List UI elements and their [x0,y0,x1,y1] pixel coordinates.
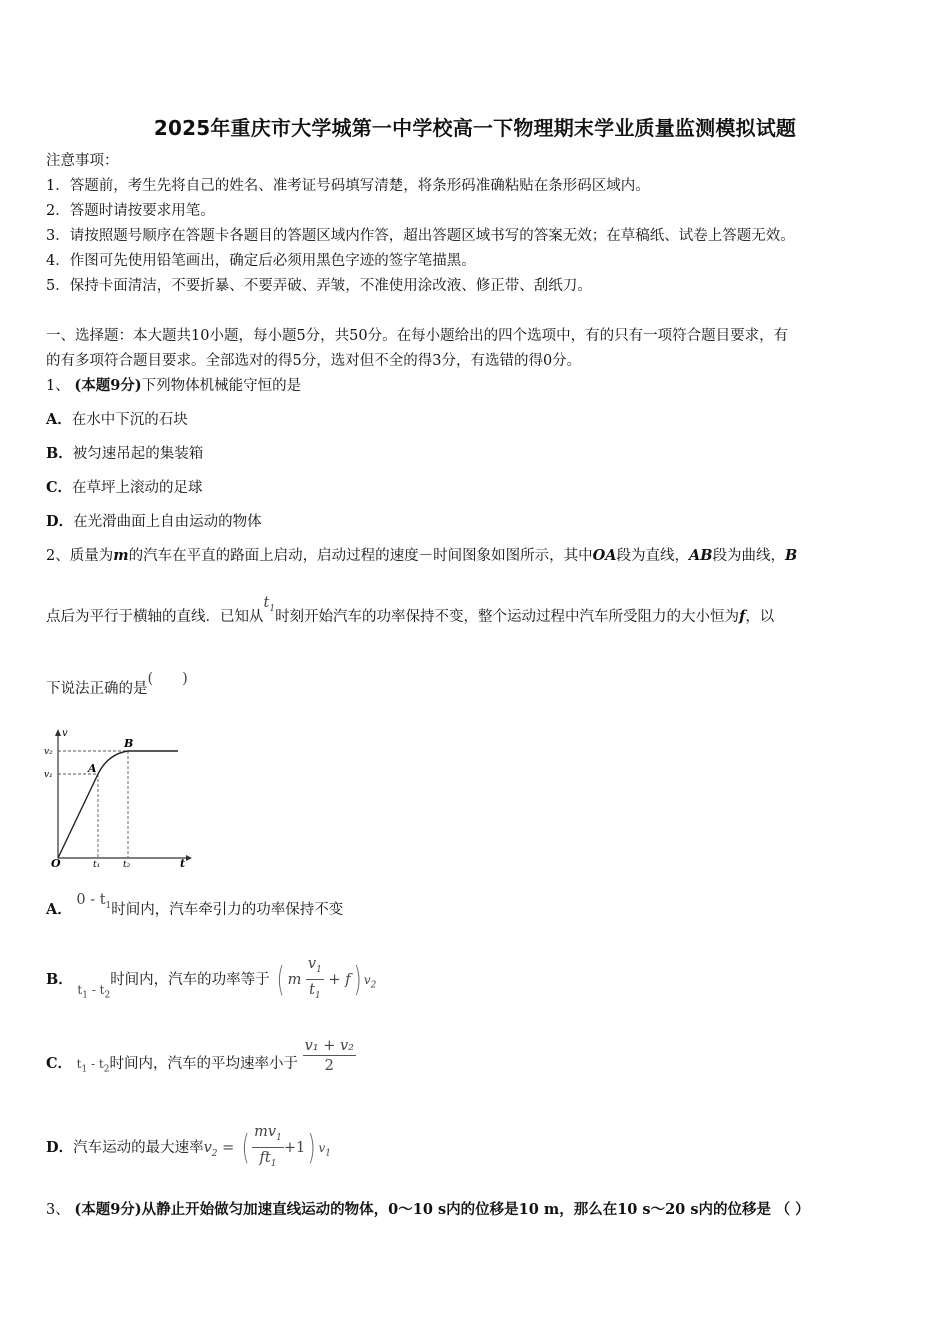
velocity-time-graph [44,726,194,868]
math-var: ft [259,1149,271,1166]
math-var: mv [254,1123,277,1140]
question-1-option-a[interactable] [46,410,188,430]
option-label: B． [46,445,73,462]
q2-text: 时刻开始汽车的功率保持不变，整个运动过程中汽车所受阻力的大小恒为 [275,609,740,625]
question-text: 下列物体机械能守恒的是 [141,378,302,394]
right-paren: ) [353,960,362,1000]
option-text: 在草坪上滚动的足球 [72,480,203,496]
option-text: 被匀速吊起的集装箱 [72,446,204,462]
segment-oa [58,774,98,858]
notice-item: 2．答题时请按要求用笔。 [46,203,215,219]
option-text: 在光滑曲面上自由运动的物体 [73,514,262,530]
option-text: 在水中下沉的石块 [71,412,188,428]
math-sub: 1 [316,964,322,975]
q2-text: 2、质量为 [46,548,114,564]
question-2-option-b[interactable] [46,950,376,1010]
q2-text: 的汽车在平直的路面上启动，启动过程的速度－时间图象如图所示，其中 [128,548,593,564]
label-b: B [124,737,134,750]
math-sub: 1 [269,603,276,614]
label-t2: t₂ [123,860,131,868]
section-intro-line1: 一、选择题：本大题共10小题，每小题5分，共50分。在每小题给出的四个选项中，有的只有一项符合题目要求，有 [46,328,789,344]
section-intro-line2: 的有多项符合题目要求。全部选对的得5分，选对但不全的得3分，有选错的得0分。 [46,353,582,369]
option-label: A． [46,901,72,918]
curve-ab [98,751,128,774]
notice-item: 3．请按照题号顺序在答题卡各题目的答题区域内作答，超出答题区域书写的答案无效；在草稿纸、试卷上答题无效。 [46,228,795,244]
math-sub: 1 [81,1064,88,1075]
option-label: C． [46,479,73,496]
q2-text: 段为曲线， [712,548,785,564]
fraction-numerator [252,1123,284,1148]
q2-text: 下说法正确的是 [46,681,148,697]
q2-var-m: m [113,547,129,564]
v-axis-arrow [55,729,61,736]
fraction-mv1-over-ft1 [252,1123,284,1174]
math-sub: 1 [105,900,112,911]
math-dash: - [87,983,100,997]
math-var: v [363,973,371,987]
option-label: D． [46,513,74,530]
left-paren: ( [276,960,285,1000]
question-1-option-d[interactable] [46,512,262,532]
question-2-option-c[interactable] [46,1034,356,1094]
label-v: v [62,728,68,739]
math-sub: 1 [314,990,321,1001]
notice-heading: 注意事项： [46,153,119,169]
notice-item: 1．答题前，考生先将自己的姓名、准考证号码填写清楚，将条形码准确粘贴在条形码区域内。 [46,178,650,194]
q2-var-f: f [739,608,746,625]
answer-parentheses: ( ) [147,671,188,687]
math-sub: 1 [270,1158,277,1169]
question-1-option-b[interactable] [46,444,203,464]
question-3-stem [46,1200,810,1220]
page-title: 2025年重庆市大学城第一中学校高一下物理期末学业质量监测模拟试题 [153,116,797,140]
math-sub: 2 [211,1148,218,1159]
math-v1 [318,1141,331,1159]
math-var: v [307,955,317,972]
fraction-average-velocity [303,1037,356,1076]
option-text: 时间内，汽车的平均速率小于 [109,1056,298,1072]
math-var: t [309,981,315,998]
option-a-math [76,892,112,911]
math-sub: 2 [370,980,377,991]
question-text: 从静止开始做匀加速直线运动的物体，0～10 s内的位移是10 m，那么在10 s～20 s内的位移是 [141,1201,771,1218]
question-1-option-c[interactable] [46,478,203,498]
right-paren: ) [307,1128,316,1168]
left-paren: ( [241,1128,250,1168]
notice-item: 4．作图可先使用铅笔画出，确定后必须用黑色字迹的签字笔描黑。 [46,253,476,269]
math-expr: 0 - t [76,892,106,908]
fraction-v1-over-t1 [306,955,324,1006]
q2-text: 点后为平行于横轴的直线．已知从 [46,609,264,625]
question-tag: (本题9分) [74,377,142,394]
fraction-denominator [307,980,323,1006]
math-var: t [98,1057,104,1071]
fraction-numerator: v₁ + v₂ [304,1037,354,1054]
label-v1: v₁ [44,770,53,780]
option-c-range [76,1057,110,1075]
math-dash: - [87,1057,99,1071]
option-label: D． [46,1139,74,1156]
question-1-stem [46,376,301,396]
math-plus-f: + f [328,972,351,988]
t-axis-arrow [186,855,192,861]
fraction-numerator [306,955,324,980]
option-label: A． [46,411,72,428]
option-b-range [77,983,111,1001]
question-2-line2 [46,595,775,640]
math-var: t [76,1057,82,1071]
math-var: t [263,595,270,611]
fraction-denominator [258,1148,279,1174]
math-var: t [77,983,83,997]
question-number: 1、 [46,378,70,394]
math-var: t [99,983,105,997]
question-2-line1 [46,546,797,566]
math-equals: = [222,1140,235,1156]
label-t: t [180,857,186,868]
label-v2: v₂ [44,747,53,757]
q2-var-ab: AB [688,547,713,564]
q2-text: ，以 [745,609,775,625]
q2-text: 段为直线， [616,548,689,564]
math-sub: 1 [82,990,88,1001]
option-text: 时间内，汽车牵引力的功率保持不变 [111,902,344,918]
math-var: v [318,1141,326,1155]
math-var: v [203,1140,212,1156]
question-number: 3、 [46,1202,70,1218]
notice-item: 5．保持卡面清洁，不要折暴、不要弄破、弄皱，不准使用涂改液、修正带、刮纸刀。 [46,278,592,294]
answer-parentheses: （ ） [775,1201,810,1218]
option-label: C． [46,1055,73,1072]
math-sub: 1 [325,1148,331,1159]
q2-var-b: B [784,547,798,564]
question-2-option-a[interactable] [46,890,343,936]
label-a: A [88,762,97,775]
question-2-option-d[interactable] [46,1118,331,1178]
label-t1: t₁ [93,860,101,868]
math-v2 [363,973,377,991]
math-sub: 2 [104,990,111,1001]
math-v2 [203,1140,218,1159]
option-label: B． [46,971,73,988]
math-plus-one: +1 [283,1140,306,1156]
math-var: m [287,972,302,988]
option-text: 汽车运动的最大速率 [73,1140,204,1156]
label-o: O [51,857,61,868]
math-sub: 2 [103,1064,110,1075]
option-text: 时间内，汽车的功率等于 [110,972,270,988]
fraction-denominator: 2 [324,1057,334,1074]
q2-math-t1 [263,595,276,614]
question-tag: (本题9分) [74,1201,142,1218]
q2-var-oa: OA [592,547,617,564]
math-sub: 1 [276,1132,282,1143]
question-2-line3 [46,672,188,706]
